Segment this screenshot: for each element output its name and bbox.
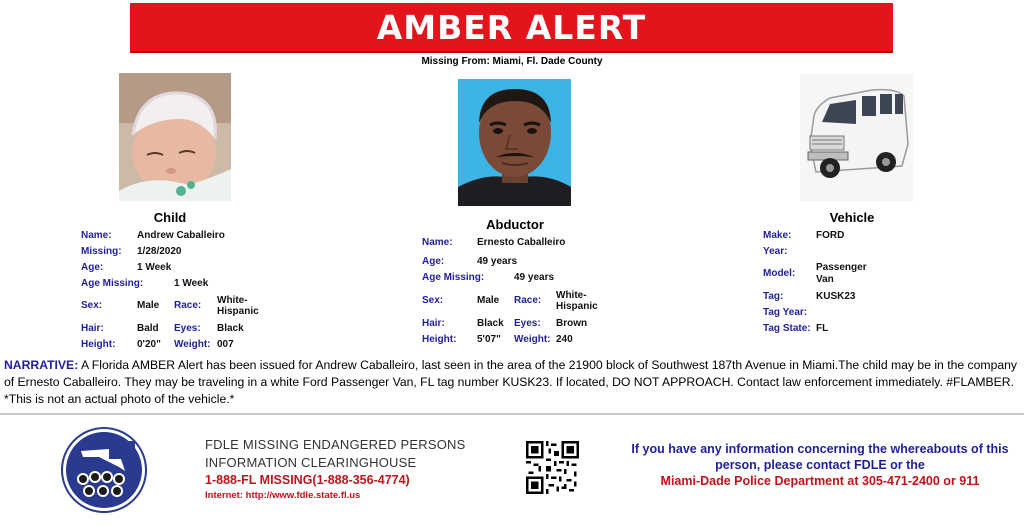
abductor-hair-label: Hair: <box>422 318 445 329</box>
vehicle-tag-label: Tag: <box>763 291 784 302</box>
abductor-weight-label: Weight: <box>514 334 551 345</box>
child-age-missing-label: Age Missing: <box>81 278 144 289</box>
abductor-eyes-label: Eyes: <box>514 318 541 329</box>
contact-info <box>600 441 1024 489</box>
vehicle-model-label: Model: <box>763 268 796 279</box>
abductor-name-value: Ernesto Caballeiro <box>477 237 566 248</box>
abductor-age-label: Age: <box>422 256 445 267</box>
amber-alert-banner: AMBER ALERT <box>130 3 893 53</box>
abductor-age-missing-value: 49 years <box>514 272 555 283</box>
abductor-heading: Abductor <box>486 217 544 232</box>
abductor-sex-label: Sex: <box>422 295 444 306</box>
child-missing-value: 1/28/2020 <box>137 246 182 257</box>
child-height-value: 0'20" <box>137 339 161 350</box>
vehicle-tag-year-label: Tag Year: <box>763 307 808 318</box>
child-name-value: Andrew Caballeiro <box>137 230 225 241</box>
missing-from-location: Missing From: Miami, Fl. Dade County <box>421 56 603 67</box>
child-missing-label: Missing: <box>81 246 122 257</box>
abductor-age-value: 49 years <box>477 256 518 267</box>
vehicle-tag-state-value: FL <box>816 323 829 334</box>
child-age-label: Age: <box>81 262 104 273</box>
abductor-name-label: Name: <box>422 237 453 248</box>
vehicle-model-value-line1: Passenger <box>816 262 867 273</box>
narrative <box>4 357 1020 408</box>
clearinghouse-line1: FDLE MISSING ENDANGERED PERSONS <box>205 437 466 452</box>
vehicle-model-value-line2: Van <box>816 274 834 285</box>
vehicle-make-value: FORD <box>816 230 845 241</box>
abductor-eyes-value: Brown <box>556 318 588 329</box>
child-name-label: Name: <box>81 230 112 241</box>
abductor-photo <box>458 79 571 206</box>
qr-code-icon <box>526 441 579 494</box>
child-weight-value: 007 <box>217 339 234 350</box>
child-eyes-value: Black <box>217 323 244 334</box>
vehicle-year-label: Year: <box>763 246 788 257</box>
child-race-label: Race: <box>174 300 202 311</box>
child-eyes-label: Eyes: <box>174 323 201 334</box>
child-age-value: 1 Week <box>137 262 172 273</box>
abductor-sex-value: Male <box>477 295 500 306</box>
child-height-label: Height: <box>81 339 116 350</box>
abductor-height-value: 5'07" <box>477 334 501 345</box>
child-race-value: White-Hispanic <box>217 295 259 317</box>
narrative-label: NARRATIVE: <box>4 358 79 372</box>
fdle-clearinghouse-logo-icon <box>61 427 147 513</box>
footer-divider <box>0 413 1024 415</box>
vehicle-photo <box>800 74 913 201</box>
vehicle-heading: Vehicle <box>829 210 875 225</box>
vehicle-make-label: Make: <box>763 230 792 241</box>
abductor-race-label: Race: <box>514 295 542 306</box>
child-heading: Child <box>153 210 187 225</box>
clearinghouse-line2: INFORMATION CLEARINGHOUSE <box>205 455 417 470</box>
narrative-text: A Florida AMBER Alert has been issued for Andrew Caballeiro, last seen in the area of the 21900 block of Southwest 187th Avenue in Miami.The child may be in the company of Ernesto Caballeiro. They may be traveling in a white Ford Passenger Van, FL tag number KUSK23. If located, DO NOT APPROACH. Contact law enforcement immediately. #FLAMBER. *This is not an actual photo of the vehicle.* <box>4 358 1018 406</box>
child-sex-value: Male <box>137 300 160 311</box>
hotline-number: 1-888-FL MISSING(1-888-356-4774) <box>205 473 410 487</box>
contact-line3: Miami-Dade Police Department at 305-471-2400 or 911 <box>660 474 980 488</box>
abductor-race-value: White-Hispanic <box>556 290 598 312</box>
child-photo <box>119 73 231 201</box>
child-age-missing-value: 1 Week <box>174 278 209 289</box>
internet-link[interactable]: Internet: http://www.fdle.state.fl.us <box>205 490 361 501</box>
abductor-age-missing-label: Age Missing: <box>422 272 485 283</box>
child-sex-label: Sex: <box>81 300 103 311</box>
contact-line1: If you have any information concerning the whereabouts of this <box>631 442 1009 456</box>
child-hair-label: Hair: <box>81 323 104 334</box>
child-weight-label: Weight: <box>174 339 211 350</box>
vehicle-tag-state-label: Tag State: <box>763 323 811 334</box>
vehicle-tag-value: KUSK23 <box>816 291 856 302</box>
contact-line2: person, please contact FDLE or the <box>715 458 925 472</box>
abductor-height-label: Height: <box>422 334 457 345</box>
abductor-hair-value: Black <box>477 318 504 329</box>
child-hair-value: Bald <box>137 323 159 334</box>
abductor-weight-value: 240 <box>556 334 573 345</box>
